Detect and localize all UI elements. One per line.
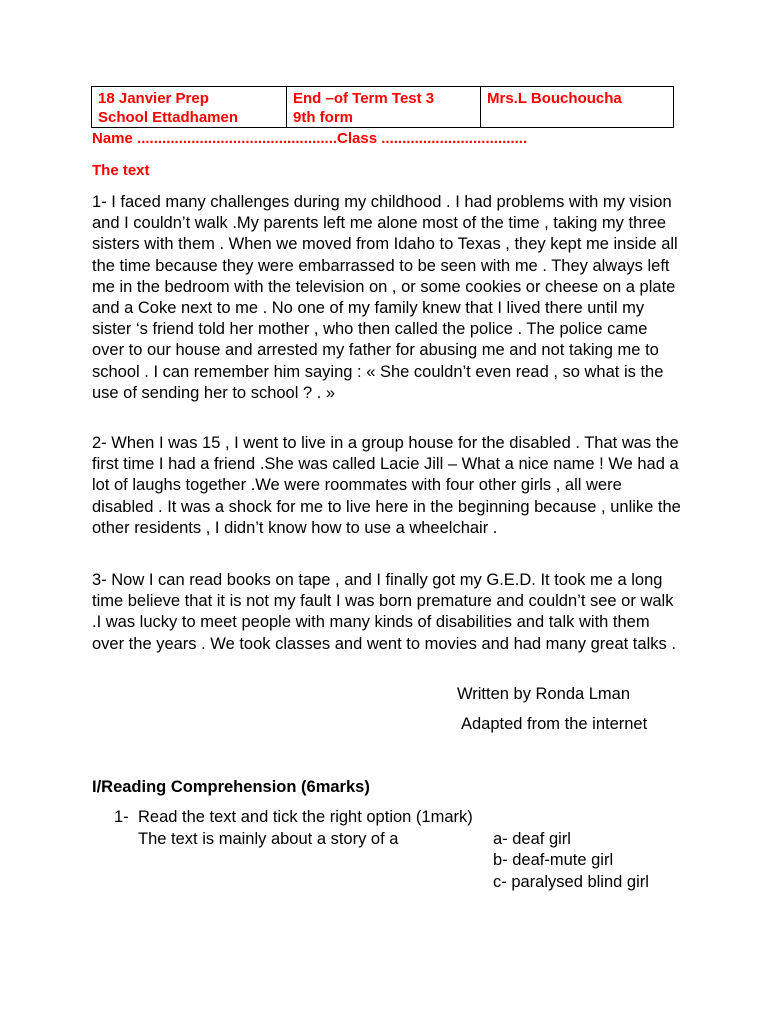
test-title: End –of Term Test 3 xyxy=(293,90,435,107)
teacher-cell xyxy=(481,87,674,128)
option-a[interactable]: a- deaf girl xyxy=(493,830,571,848)
question-number: 1- xyxy=(114,808,129,826)
school-name-line1: 18 Janvier Prep xyxy=(98,90,209,107)
paragraph-2: 2- When I was 15 , I went to live in a group house for the disabled . That was the first time I had a friend .She was called Lacie Jill – What a nice name ! We had a lot of laughs together .We were roommates with four other girls , all were disabled . It was a shock for me to live here in the beginning because , unlike the other residents , I didn’t know how to use a wheelchair . xyxy=(92,434,681,537)
question-stem: The text is mainly about a story of a xyxy=(138,830,399,848)
header-table xyxy=(91,86,674,128)
option-c[interactable]: c- paralysed blind girl xyxy=(493,873,649,891)
teacher-name: Mrs.L Bouchoucha xyxy=(487,90,622,107)
author-line: Written by Ronda Lman xyxy=(457,685,631,703)
grade-level: 9th form xyxy=(293,109,353,126)
section-title: I/Reading Comprehension (6marks) xyxy=(92,778,370,796)
question-instruction: Read the text and tick the right option (1mark) xyxy=(138,808,473,826)
text-title: The text xyxy=(92,162,150,179)
school-name-line2: School Ettadhamen xyxy=(98,109,239,126)
option-b[interactable]: b- deaf-mute girl xyxy=(493,851,614,869)
name-class-line: Name ................................................Class ................................... xyxy=(92,130,528,147)
test-cell xyxy=(287,87,481,128)
paragraph-3: 3- Now I can read books on tape , and I finally got my G.E.D. It took me a long time believe that it is not my fault I was born premature and couldn’t see or walk .I was lucky to meet people with many kinds of disabilities and talk with them over the years . We took classes and went to movies and had many great talks . xyxy=(92,571,676,653)
school-cell xyxy=(92,87,287,128)
paragraph-1: 1- I faced many challenges during my childhood . I had problems with my vision and I couldn’t walk .My parents left me alone most of the time , taking my three sisters with them . When we moved from Idaho to Texas , they kept me inside all the time because they were embarrassed to be seen with me . They always left me in the bedroom with the television on , or some cookies or cheese on a plate and a Coke next to me . No one of my family knew that I lived there until my sister ‘s friend told her mother , who then called the police . The police came over to our house and arrested my father for abusing me and not taking me to school . I can remember him saying : « She couldn’t even read , so what is the use of sending her to school ? . » xyxy=(92,193,678,402)
source-line: Adapted from the internet xyxy=(461,715,648,733)
